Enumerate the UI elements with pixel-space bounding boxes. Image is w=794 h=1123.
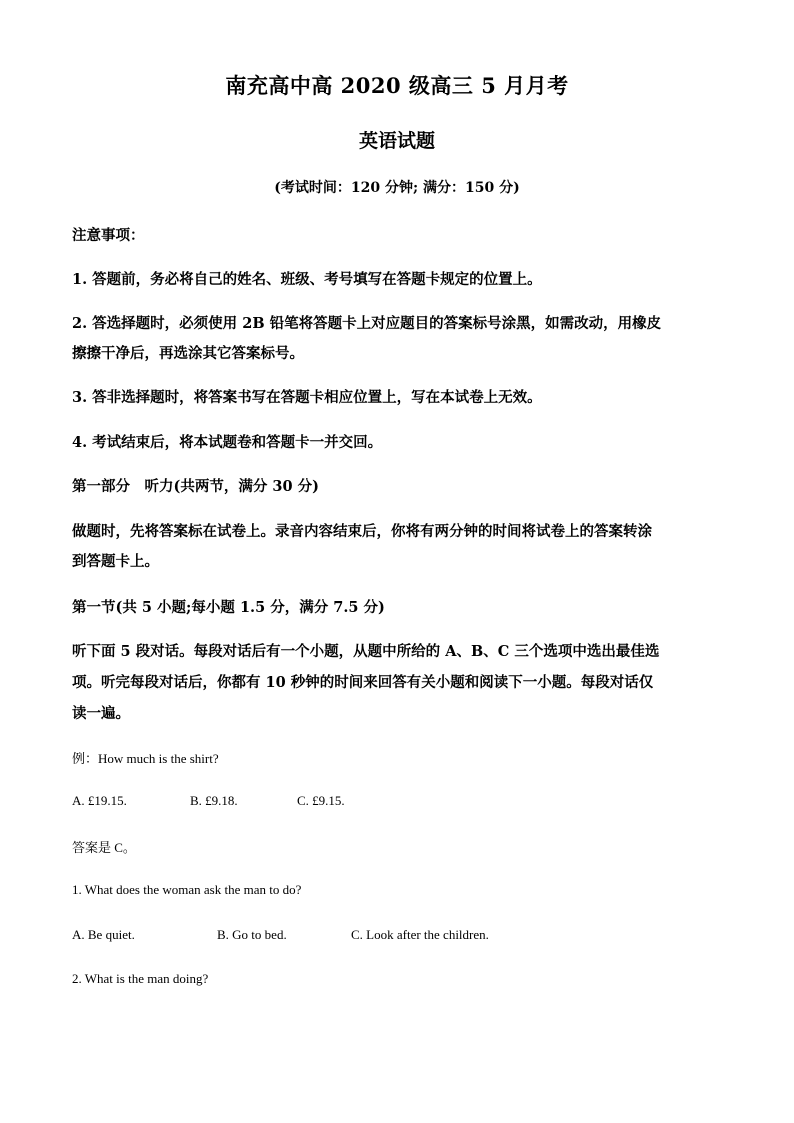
question-1-option-a: A. Be quiet. [72, 927, 135, 942]
question-2: 2. What is the man doing? [72, 971, 209, 986]
section1-line-3: 读一遍。 [72, 705, 130, 722]
example-option-b: B. £9.18. [190, 793, 238, 808]
note-item-3: 3. 答非选择题时，将答案书写在答题卡相应位置上，写在本试卷上无效。 [72, 389, 542, 406]
note-item-4: 4. 考试结束后，将本试题卷和答题卡一并交回。 [72, 434, 383, 451]
part1-heading: 第一部分 听力(共两节，满分 30 分) [72, 478, 319, 495]
example-option-a: A. £19.15. [72, 793, 127, 808]
note-item-2: 2. 答选择题时，必须使用 2B 铅笔将答题卡上对应题目的答案标号涂黑，如需改动，用橡皮 [72, 315, 662, 332]
section1-heading: 第一节(共 5 小题;每小题 1.5 分，满分 7.5 分) [72, 599, 385, 616]
example-answer: 答案是 C。 [72, 840, 136, 855]
section1-line-1: 听下面 5 段对话。每段对话后有一个小题，从题中所给的 A、B、C 三个选项中选出最佳选 [72, 643, 660, 660]
question-1-option-c: C. Look after the children. [351, 927, 489, 942]
example-question: 例：How much is the shirt? [72, 751, 219, 766]
section1-line-2: 项。听完每段对话后，你都有 10 秒钟的时间来回答有关小题和阅读下一小题。每段对话仅 [72, 674, 654, 691]
page-title: 南充高中高 2020 级高三 5 月月考 [225, 73, 569, 98]
note-item-2-cont: 擦擦干净后，再选涂其它答案标号。 [72, 345, 304, 362]
part1-instruction-2: 到答题卡上。 [72, 553, 159, 570]
question-1: 1. What does the woman ask the man to do? [72, 882, 302, 897]
question-1-option-b: B. Go to bed. [217, 927, 287, 942]
note-item-1: 1. 答题前，务必将自己的姓名、班级、考号填写在答题卡规定的位置上。 [72, 271, 542, 288]
exam-info: (考试时间：120 分钟; 满分：150 分) [274, 180, 520, 196]
part1-instruction-1: 做题时，先将答案标在试卷上。录音内容结束后，你将有两分钟的时间将试卷上的答案转涂 [72, 523, 652, 540]
notes-heading: 注意事项： [72, 227, 145, 244]
subject-title: 英语试题 [358, 130, 435, 152]
example-option-c: C. £9.15. [297, 793, 345, 808]
